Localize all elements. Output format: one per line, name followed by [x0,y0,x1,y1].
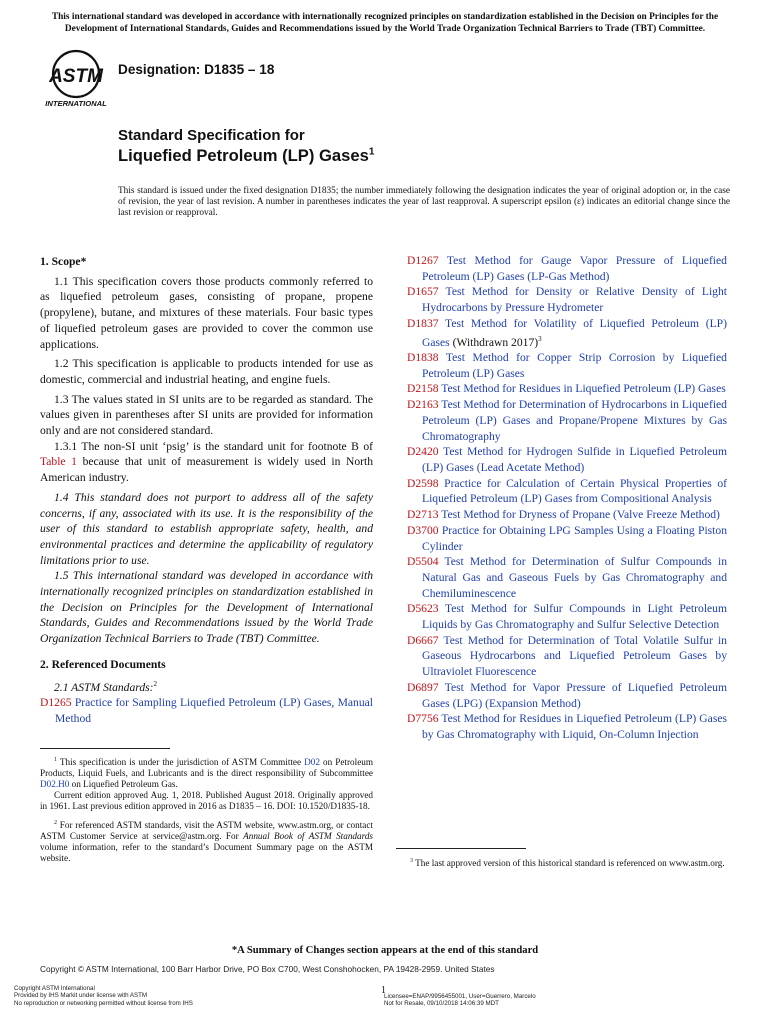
table-1-link[interactable]: Table 1 [40,455,77,469]
fn2-text: For referenced ASTM standards, visit the ASTM website, www.astm.org, or contact ASTM Customer Service at service@astm.org. For [40,820,373,842]
footnote-1-edition: Current edition approved Aug. 1, 2018. Published August 2018. Originally approved in 1961. Last previous edition approved in 2016 as D1835 – 16. DOI: 10.1520/D1835-18. [40,790,373,812]
reference-item [407,523,727,554]
reference-item [407,350,727,381]
footnotes-left [40,755,373,864]
fn1-text-2: on Petroleum Products, Liquid Fuels, and Lubricants and is the direct responsibility of Subcommittee [40,757,374,779]
reference-code-link[interactable]: D1657 [407,285,439,299]
title-footnote-mark[interactable]: 1 [368,146,375,158]
reference-title-link[interactable]: Test Method for Determination of Hydrocarbons in Liquefied Petroleum (LP) Gases and Propane/Propene Mixtures by Gas Chromatography [422,398,727,443]
reference-code-link[interactable]: D2420 [407,445,439,459]
reference-code-link[interactable]: D5623 [407,602,439,616]
license-left-3: No reproduction or networking permitted without license from IHS [14,999,193,1007]
reference-title-link[interactable]: Test Method for Residues in Liquefied Petroleum (LP) Gases [441,382,726,396]
reference-code-link[interactable]: D1838 [407,351,439,365]
reference-title-link[interactable]: Test Method for Sulfur Compounds in Light Petroleum Liquids by Gas Chromatography and Sulfur Selective Detection [422,602,727,632]
scope-1-3: 1.3 The values stated in SI units are to be regarded as standard. The values given in parentheses after SI units are provided for information only and are not considered standard. [40,392,373,438]
scope-1-2: 1.2 This specification is applicable to products intended for use as domestic, commercial and industrial heating, and engine fuels. [40,357,373,386]
scope-1-1: 1.1 This specification covers those products commonly referred to as liquefied petroleum gases, consisting of propane, propene (propylene), butane, and mixtures of these materials. Four basic types of liquefied petroleum gases are provided to cover the common use applications. [40,274,373,351]
refs-list-left [40,695,373,726]
reference-item [407,711,727,742]
license-right-2: Not for Resale, 09/10/2018 14:06:39 MDT [384,1000,499,1008]
logo-text: ASTM [49,66,103,87]
reference-code-link[interactable]: D1267 [407,254,439,267]
scope-1-3-1 [40,439,373,486]
title-line-2 [118,146,374,166]
reference-title-link[interactable]: Test Method for Volatility of Liquefied Petroleum (LP) Gases [422,316,727,349]
reference-code-link[interactable]: D3700 [407,523,439,537]
reference-item [40,695,373,726]
reference-item [407,507,727,523]
reference-title-link[interactable]: Test Method for Hydrogen Sulfide in Liquefied Petroleum (LP) Gases (Lead Acetate Method) [422,445,727,474]
scope-1-5-text: 1.5 This international standard was developed in accordance with internationally recognized principles on standardization established in the Decision on Principles for the Development of International Standards, Guides and Recommendations issued by the World Trade Organization Technical Barriers to Trade (TBT) Committee. [40,569,373,646]
reference-footnote-mark[interactable]: 3 [538,334,542,343]
reference-title-link[interactable]: Test Method for Dryness of Propane (Valve Freeze Method) [441,508,720,522]
reference-item [407,284,727,315]
fn2-italic: Annual Book of ASTM Standards [243,831,373,842]
fn3-text: The last approved version of this historical standard is referenced on www.astm.org. [415,858,725,869]
reference-code-link[interactable]: D2163 [407,398,439,412]
reference-item [407,554,727,601]
reference-item [407,680,727,711]
scope-1-4-text: 1.4 This standard does not purport to address all of the safety concerns, if any, associated with its use. It is the responsibility of the user of this standard to establish appropriate safety, health, and environmental practices and determine the applicability of regulatory limitations prior to use. [40,490,373,567]
reference-item [407,316,727,350]
reference-code-link[interactable]: D6667 [407,633,439,647]
scope-1-5 [40,568,373,647]
reference-code-link[interactable]: D2713 [407,508,439,522]
reference-item [407,633,727,680]
reference-title-link[interactable]: Test Method for Density or Relative Density of Light Hydrocarbons by Pressure Hydrometer [422,285,727,315]
reference-item [407,253,727,284]
copyright-line: Copyright © ASTM International, 100 Barr Harbor Drive, PO Box C700, West Conshohocken, PA 19428-2959. United States [40,964,495,974]
reference-code-link[interactable]: D2598 [407,476,439,490]
reference-status: (Withdrawn 2017) [449,335,539,349]
issue-note: This standard is issued under the fixed designation D1835; the number immediately following the designation indicates the year of original adoption or, in the case of revision, the year of last revision. A number in parentheses indicates the year of last reapproval. A superscript epsilon (ε) indicates an editorial change since the last revision or reapproval. [118,186,730,218]
title-text: Liquefied Petroleum (LP) Gases [118,146,369,165]
reference-item [407,381,727,397]
reference-title-link[interactable]: Test Method for Residues in Liquefied Petroleum (LP) Gases by Gas Chromatography with Liquid, On-Column Injection [422,712,727,741]
page-number: 1 [381,985,386,996]
logo-subtext: INTERNATIONAL [45,99,107,108]
subcommittee-d02h0-link[interactable]: D02.H0 [40,779,70,790]
reference-item [407,444,727,475]
fn1-text: This specification is under the jurisdiction of ASTM Committee [59,757,302,768]
reference-title-link[interactable]: Test Method for Determination of Sulfur Compounds in Natural Gas and Gaseous Fuels by Gas Chromatography and Chemiluminescence [422,555,727,600]
reference-title-link[interactable]: Practice for Calculation of Certain Physical Properties of Liquefied Petroleum (LP) Gases from Compositional Analysis [422,476,728,506]
license-left-1: Copyright ASTM International [14,985,95,992]
scope-heading: 1. Scope* [40,255,87,268]
committee-d02-link[interactable]: D02 [304,757,320,768]
fn2-text-2: volume information, refer to the standard’s Document Summary page on the ASTM website. [40,842,373,864]
license-left [14,985,193,1007]
summary-notice: *A Summary of Changes section appears at the end of this standard [231,945,539,956]
refs-sub-text: 2.1 ASTM Standards: [54,680,154,694]
reference-title-link[interactable]: Test Method for Gauge Vapor Pressure of Liquefied Petroleum (LP) Gases (LP-Gas Method) [422,254,727,283]
scope-1-3-1-text: 1.3.1 The non-SI unit ‘psig’ is the standard unit for footnote B of [54,439,373,453]
footnote-3: $^3$ The last approved version of this historical standard is referenced on www.astm.org. [410,858,725,869]
fn1-text-3: on Liquefied Petroleum Gas. [71,779,178,790]
reference-item [407,397,727,444]
license-left-2: Provided by IHS Markit under license with ASTM [14,992,148,1000]
designation: Designation: D1835 – 18 [118,62,275,77]
title-line-1: Standard Specification for [118,127,305,144]
reference-code-link[interactable]: D6897 [407,680,439,694]
refs-heading: 2. Referenced Documents [40,657,166,671]
license-right-1: Licensee=ENAP/9956455001, User=Guerrero, Marcelo [384,993,536,1000]
reference-title-link[interactable]: Test Method for Copper Strip Corrosion by Liquefied Petroleum (LP) Gases [422,351,727,380]
refs-list-right [407,253,727,743]
license-right [384,993,536,1008]
reference-title-link[interactable]: Practice for Sampling Liquefied Petroleum (LP) Gases, Manual Method [55,696,374,725]
reference-title-link[interactable]: Test Method for Vapor Pressure of Liquefied Petroleum Gases (LPG) (Expansion Method) [422,680,727,710]
reference-title-link[interactable]: Test Method for Determination of Total Volatile Sulfur in Gaseous Hydrocarbons and Liquefied Petroleum Gases by Ultraviolet Fluorescence [422,633,727,679]
reference-item [407,476,727,507]
left-column [40,254,373,727]
right-column [407,253,727,743]
footnote-rule-right [396,848,526,849]
refs-footnote-mark[interactable]: 2 [153,679,158,688]
reference-code-link[interactable]: D1837 [407,316,439,330]
reference-code-link[interactable]: D2158 [407,382,439,396]
astm-logo [40,48,112,110]
footnote-rule [40,748,170,749]
scope-1-3-1-text-end: because that unit of measurement is widely used in North American industry. [40,455,374,485]
scope-1-4 [40,490,373,569]
reference-item [407,601,727,632]
reference-code-link[interactable]: D1265 [40,696,72,710]
reference-code-link[interactable]: D5504 [407,555,439,569]
footnote-1: $^1$ This specification is under the jurisdiction of ASTM Committee D02 on Petroleum Products, Liquid Fuels, and Lubricants and is the direct responsibility of Subcommittee D02.H0 on Liquefied Petroleum Gas. [40,757,374,790]
tbt-notice: This international standard was developed in accordance with internationally recognized principles on standardization established in the Decision on Principles for the Development of International Standards, Guides and Recommendations issued by the World Trade Organization Technical Barriers to Trade (TBT) Committee. [51,12,719,34]
refs-subheading [40,677,373,696]
footnote-2: $^2$ For referenced ASTM standards, visit the ASTM website, www.astm.org, or contact ASTM Customer Service at service@astm.org. For Annual Book of ASTM Standards volume information, refer to the standard’s Document Summary page on the ASTM website. [40,820,373,864]
reference-code-link[interactable]: D7756 [407,712,439,726]
reference-title-link[interactable]: Practice for Obtaining LPG Samples Using a Floating Piston Cylinder [422,523,727,553]
